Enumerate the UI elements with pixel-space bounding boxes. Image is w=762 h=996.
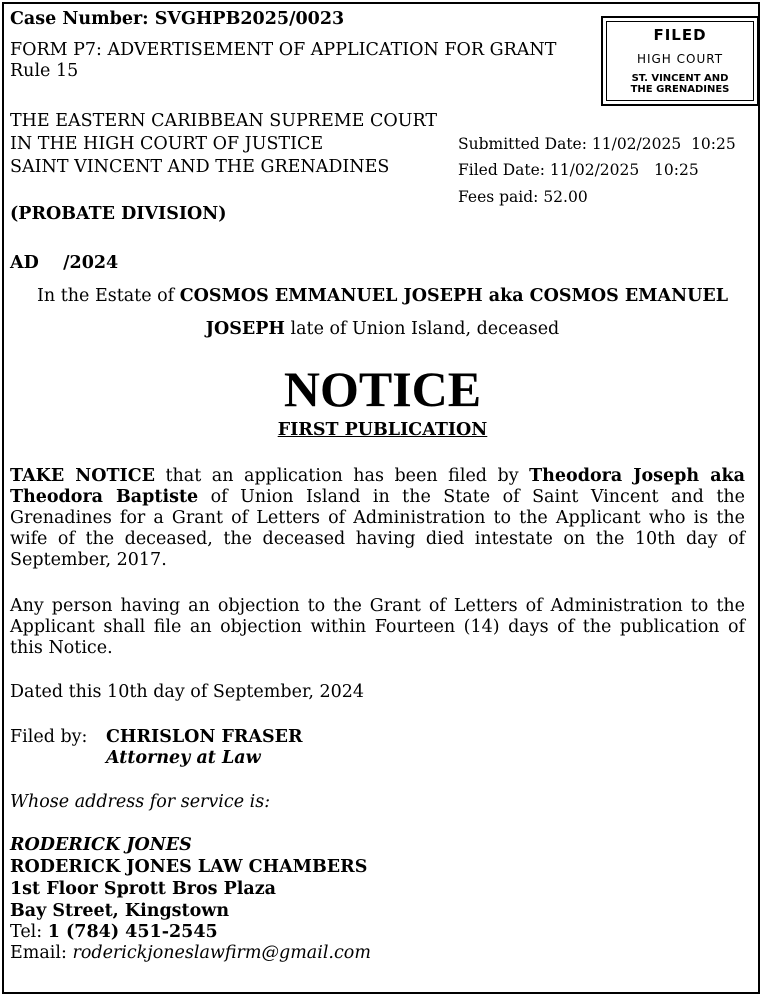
stamp-place: ST. VINCENT AND THE GRENADINES: [630, 73, 730, 95]
stamp-court: HIGH COURT: [636, 52, 724, 66]
address-intro: Whose address for service is:: [10, 792, 271, 812]
ad-number: AD /2024: [10, 253, 119, 273]
filed-by-label: Filed by:: [10, 727, 88, 747]
rule: Rule 15: [10, 61, 79, 81]
notice-paragraph-1: TAKE NOTICE that an application has been filed by Theodora Joseph aka Theodora Baptiste of Union Island in the State of Saint Vincent and the Grenadines for a Grant of Letters of Administration to the Applicant who is the wife of the deceased, the deceased having died intestate on the 10th day of September, 2017.: [10, 466, 745, 570]
submitted-date: Submitted Date: 11/02/2025 10:25: [458, 135, 736, 153]
estate-line-2: JOSEPH late of Union Island, deceased: [205, 319, 560, 339]
court-line-3: SAINT VINCENT AND THE GRENADINES: [10, 157, 390, 177]
form-title: FORM P7: ADVERTISEMENT OF APPLICATION FOR GRANT: [10, 40, 557, 60]
fees-paid: Fees paid: 52.00: [458, 188, 588, 206]
address-firm: RODERICK JONES LAW CHAMBERS: [10, 857, 368, 877]
filed-stamp: [601, 16, 759, 106]
court-line-2: IN THE HIGH COURT OF JUSTICE: [10, 134, 324, 154]
email-link[interactable]: roderickjoneslawfirm@gmail.com: [72, 943, 371, 963]
notice-title: NOTICE: [283, 361, 482, 417]
case-number: Case Number: SVGHPB2025/0023: [10, 9, 345, 29]
email: Email: roderickjoneslawfirm@gmail.com: [10, 943, 371, 963]
notice-subtitle: FIRST PUBLICATION: [277, 420, 488, 440]
division: (PROBATE DIVISION): [10, 204, 227, 224]
stamp-filed: FILED: [653, 26, 707, 44]
telephone: Tel: 1 (784) 451-2545: [10, 922, 218, 942]
filed-date: Filed Date: 11/02/2025 10:25: [458, 161, 699, 179]
filed-by-name: CHRISLON FRASER: [106, 727, 303, 747]
court-line-1: THE EASTERN CARIBBEAN SUPREME COURT: [10, 111, 438, 131]
address-line-1: 1st Floor Sprott Bros Plaza: [10, 879, 277, 899]
filed-by-role: Attorney at Law: [106, 748, 261, 768]
address-name: RODERICK JONES: [10, 835, 192, 855]
notice-paragraph-2: Any person having an objection to the Grant of Letters of Administration to the Applicant shall file an objection within Fourteen (14) days of the publication of this Notice.: [10, 596, 745, 658]
address-line-2: Bay Street, Kingstown: [10, 901, 230, 921]
dated-line: Dated this 10th day of September, 2024: [10, 682, 365, 702]
estate-line-1: In the Estate of COSMOS EMMANUEL JOSEPH aka COSMOS EMANUEL: [36, 286, 729, 306]
